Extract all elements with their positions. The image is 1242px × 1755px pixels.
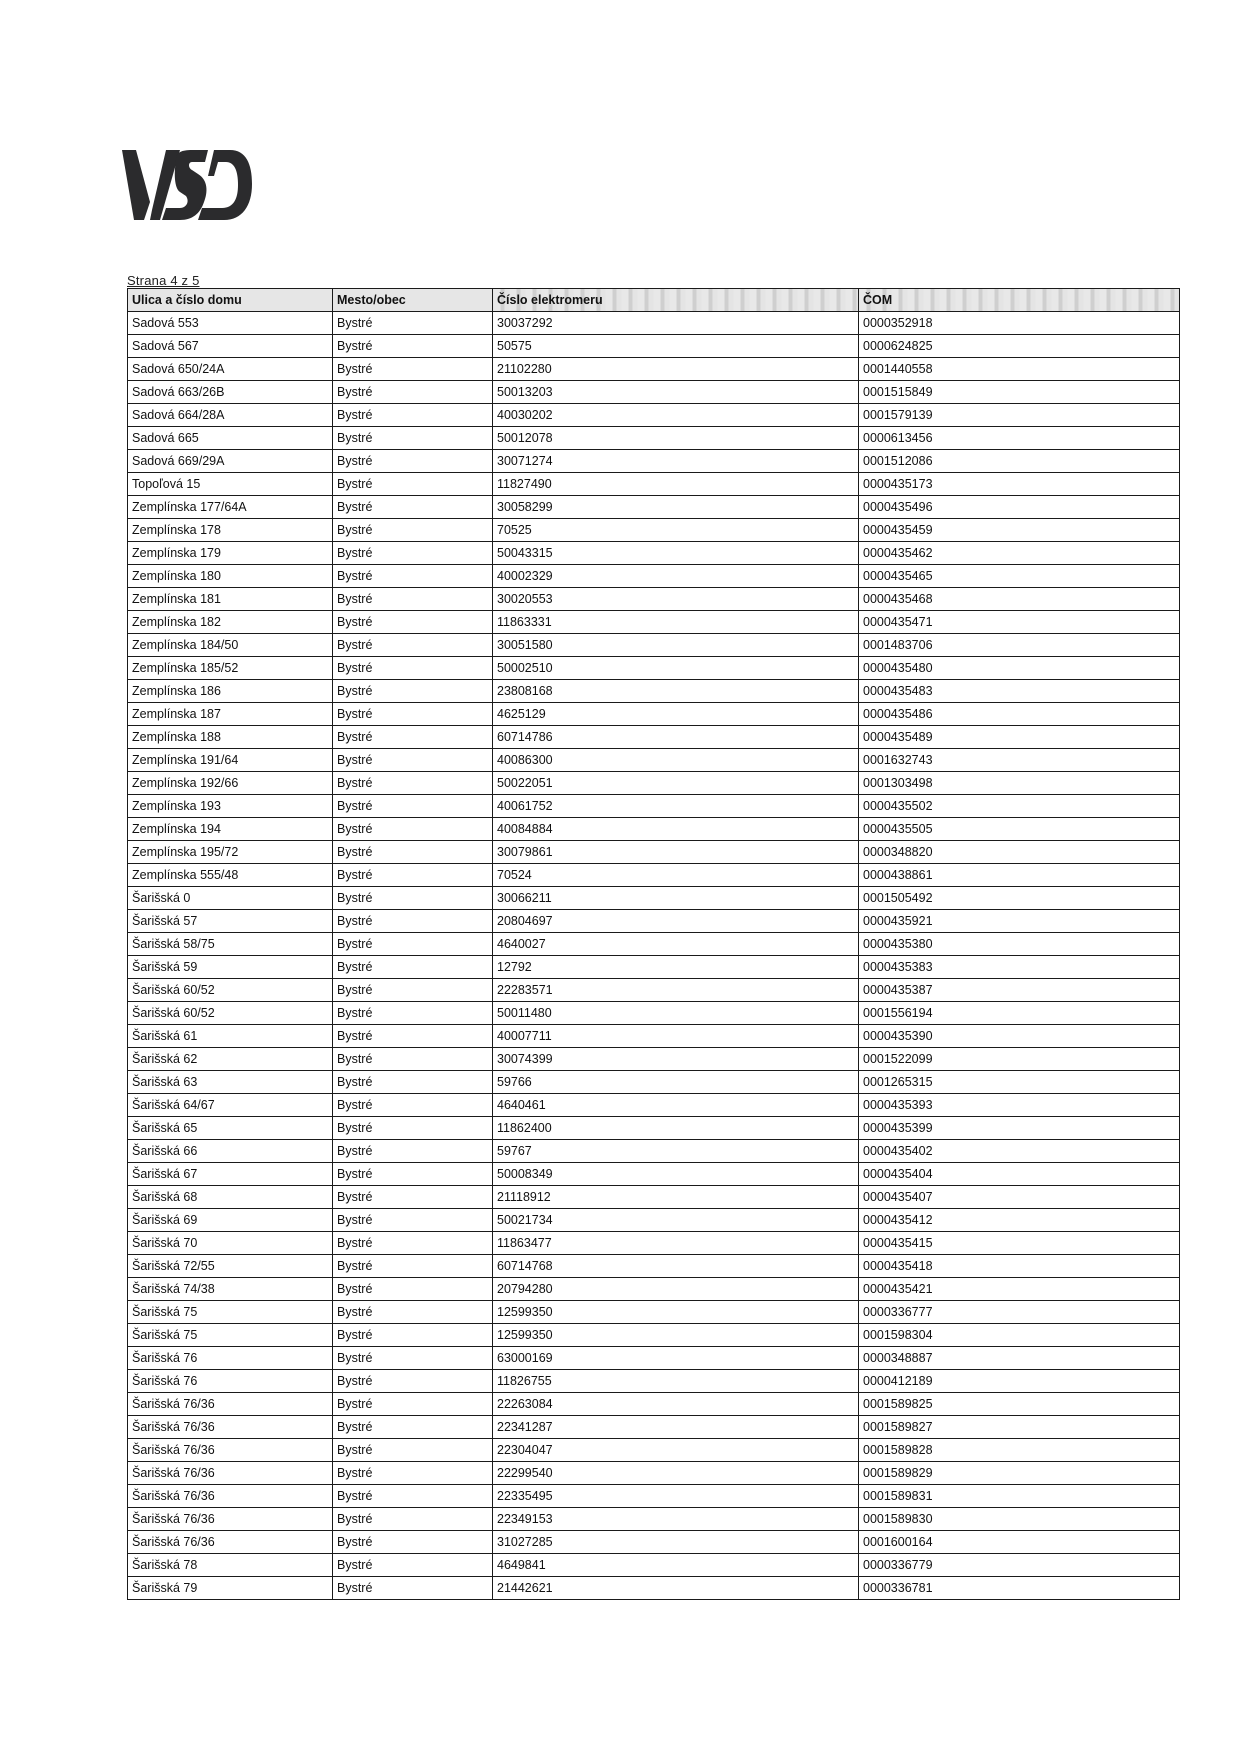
- cell-meter-number: 11826755: [493, 1370, 859, 1393]
- cell-street: Zemplínska 192/66: [128, 772, 333, 795]
- cell-city: Bystré: [333, 1025, 493, 1048]
- table-header-row: [128, 289, 1180, 312]
- cell-street: Zemplínska 184/50: [128, 634, 333, 657]
- cell-city: Bystré: [333, 887, 493, 910]
- cell-city: Bystré: [333, 657, 493, 680]
- cell-city: Bystré: [333, 956, 493, 979]
- cell-city: Bystré: [333, 864, 493, 887]
- cell-com: 0001303498: [859, 772, 1180, 795]
- table-row: [128, 496, 1180, 519]
- cell-com: 0000412189: [859, 1370, 1180, 1393]
- table-row: [128, 1117, 1180, 1140]
- table-row: [128, 1577, 1180, 1600]
- cell-com: 0000435421: [859, 1278, 1180, 1301]
- cell-street: Šarišská 76: [128, 1347, 333, 1370]
- cell-meter-number: 40002329: [493, 565, 859, 588]
- cell-meter-number: 30051580: [493, 634, 859, 657]
- cell-city: Bystré: [333, 427, 493, 450]
- table-row: [128, 1186, 1180, 1209]
- cell-street: Sadová 553: [128, 312, 333, 335]
- cell-meter-number: 11827490: [493, 473, 859, 496]
- cell-com: 0000435483: [859, 680, 1180, 703]
- cell-com: 0001512086: [859, 450, 1180, 473]
- table-row: [128, 1324, 1180, 1347]
- cell-com: 0001600164: [859, 1531, 1180, 1554]
- table-row: [128, 1554, 1180, 1577]
- table-row: [128, 910, 1180, 933]
- cell-street: Šarišská 62: [128, 1048, 333, 1071]
- cell-city: Bystré: [333, 1416, 493, 1439]
- table-row: [128, 1002, 1180, 1025]
- cell-city: Bystré: [333, 1002, 493, 1025]
- cell-street: Zemplínska 555/48: [128, 864, 333, 887]
- cell-city: Bystré: [333, 565, 493, 588]
- cell-street: Šarišská 63: [128, 1071, 333, 1094]
- cell-street: Sadová 664/28A: [128, 404, 333, 427]
- cell-meter-number: 30071274: [493, 450, 859, 473]
- cell-city: Bystré: [333, 726, 493, 749]
- cell-city: Bystré: [333, 1255, 493, 1278]
- cell-meter-number: 50013203: [493, 381, 859, 404]
- table-row: [128, 933, 1180, 956]
- cell-com: 0000435921: [859, 910, 1180, 933]
- table-row: [128, 841, 1180, 864]
- table-row: [128, 634, 1180, 657]
- cell-city: Bystré: [333, 680, 493, 703]
- cell-street: Sadová 665: [128, 427, 333, 450]
- cell-city: Bystré: [333, 404, 493, 427]
- cell-com: 0000435468: [859, 588, 1180, 611]
- column-header-city: Mesto/obec: [333, 289, 493, 312]
- cell-com: 0000352918: [859, 312, 1180, 335]
- table-row: [128, 1025, 1180, 1048]
- table-row: [128, 818, 1180, 841]
- cell-city: Bystré: [333, 1048, 493, 1071]
- table-row: [128, 565, 1180, 588]
- cell-meter-number: 63000169: [493, 1347, 859, 1370]
- cell-com: 0001579139: [859, 404, 1180, 427]
- cell-meter-number: 12599350: [493, 1301, 859, 1324]
- cell-street: Šarišská 69: [128, 1209, 333, 1232]
- cell-meter-number: 40061752: [493, 795, 859, 818]
- cell-street: Šarišská 66: [128, 1140, 333, 1163]
- cell-street: Šarišská 64/67: [128, 1094, 333, 1117]
- table-row: [128, 887, 1180, 910]
- cell-meter-number: 4640461: [493, 1094, 859, 1117]
- cell-com: 0001522099: [859, 1048, 1180, 1071]
- cell-meter-number: 11863331: [493, 611, 859, 634]
- cell-street: Šarišská 76/36: [128, 1508, 333, 1531]
- cell-com: 0000435173: [859, 473, 1180, 496]
- cell-com: 0000435418: [859, 1255, 1180, 1278]
- cell-com: 0000435505: [859, 818, 1180, 841]
- table-row: [128, 1163, 1180, 1186]
- table-row: [128, 1255, 1180, 1278]
- cell-meter-number: 50021734: [493, 1209, 859, 1232]
- cell-com: 0001556194: [859, 1002, 1180, 1025]
- table-row: [128, 1347, 1180, 1370]
- cell-street: Šarišská 76/36: [128, 1462, 333, 1485]
- cell-street: Šarišská 59: [128, 956, 333, 979]
- table-row: [128, 1531, 1180, 1554]
- cell-city: Bystré: [333, 381, 493, 404]
- cell-city: Bystré: [333, 979, 493, 1002]
- cell-city: Bystré: [333, 335, 493, 358]
- cell-com: 0001589825: [859, 1393, 1180, 1416]
- cell-street: Zemplínska 195/72: [128, 841, 333, 864]
- cell-com: 0000435402: [859, 1140, 1180, 1163]
- cell-street: Zemplínska 193: [128, 795, 333, 818]
- cell-street: Šarišská 61: [128, 1025, 333, 1048]
- cell-meter-number: 30066211: [493, 887, 859, 910]
- cell-city: Bystré: [333, 933, 493, 956]
- cell-city: Bystré: [333, 1531, 493, 1554]
- cell-meter-number: 30074399: [493, 1048, 859, 1071]
- cell-street: Zemplínska 187: [128, 703, 333, 726]
- cell-meter-number: 40086300: [493, 749, 859, 772]
- table-row: [128, 611, 1180, 634]
- table-row: [128, 703, 1180, 726]
- cell-meter-number: 21102280: [493, 358, 859, 381]
- cell-street: Zemplínska 191/64: [128, 749, 333, 772]
- table-row: [128, 1508, 1180, 1531]
- cell-street: Zemplínska 186: [128, 680, 333, 703]
- cell-meter-number: 11862400: [493, 1117, 859, 1140]
- cell-meter-number: 30037292: [493, 312, 859, 335]
- table-row: [128, 956, 1180, 979]
- cell-street: Šarišská 67: [128, 1163, 333, 1186]
- table-row: [128, 1370, 1180, 1393]
- cell-meter-number: 22299540: [493, 1462, 859, 1485]
- cell-com: 0000435390: [859, 1025, 1180, 1048]
- column-header-com: ČOM: [859, 289, 1180, 312]
- cell-city: Bystré: [333, 473, 493, 496]
- cell-street: Šarišská 68: [128, 1186, 333, 1209]
- cell-com: 0000435407: [859, 1186, 1180, 1209]
- cell-street: Sadová 663/26B: [128, 381, 333, 404]
- cell-meter-number: 30020553: [493, 588, 859, 611]
- cell-meter-number: 60714768: [493, 1255, 859, 1278]
- cell-street: Šarišská 76/36: [128, 1416, 333, 1439]
- cell-city: Bystré: [333, 312, 493, 335]
- cell-street: Zemplínska 179: [128, 542, 333, 565]
- cell-meter-number: 60714786: [493, 726, 859, 749]
- cell-street: Šarišská 58/75: [128, 933, 333, 956]
- cell-meter-number: 22283571: [493, 979, 859, 1002]
- table-row: [128, 450, 1180, 473]
- cell-meter-number: 11863477: [493, 1232, 859, 1255]
- cell-com: 0000435387: [859, 979, 1180, 1002]
- cell-street: Šarišská 70: [128, 1232, 333, 1255]
- table-row: [128, 404, 1180, 427]
- cell-city: Bystré: [333, 1439, 493, 1462]
- cell-city: Bystré: [333, 910, 493, 933]
- cell-city: Bystré: [333, 358, 493, 381]
- cell-city: Bystré: [333, 611, 493, 634]
- table-row: [128, 1094, 1180, 1117]
- cell-com: 0001589830: [859, 1508, 1180, 1531]
- cell-com: 0000435465: [859, 565, 1180, 588]
- cell-meter-number: 4640027: [493, 933, 859, 956]
- cell-meter-number: 59767: [493, 1140, 859, 1163]
- cell-street: Šarišská 65: [128, 1117, 333, 1140]
- cell-meter-number: 50022051: [493, 772, 859, 795]
- cell-street: Šarišská 76/36: [128, 1439, 333, 1462]
- cell-com: 0000613456: [859, 427, 1180, 450]
- cell-street: Šarišská 76/36: [128, 1393, 333, 1416]
- cell-meter-number: 59766: [493, 1071, 859, 1094]
- cell-street: Šarišská 57: [128, 910, 333, 933]
- table-row: [128, 312, 1180, 335]
- cell-com: 0000348887: [859, 1347, 1180, 1370]
- cell-street: Zemplínska 194: [128, 818, 333, 841]
- cell-com: 0000435462: [859, 542, 1180, 565]
- cell-city: Bystré: [333, 450, 493, 473]
- cell-city: Bystré: [333, 1347, 493, 1370]
- cell-com: 0001265315: [859, 1071, 1180, 1094]
- table-row: [128, 1048, 1180, 1071]
- table-row: [128, 519, 1180, 542]
- table-row: [128, 1278, 1180, 1301]
- table-row: [128, 427, 1180, 450]
- cell-street: Topoľová 15: [128, 473, 333, 496]
- cell-street: Šarišská 78: [128, 1554, 333, 1577]
- cell-city: Bystré: [333, 818, 493, 841]
- table-row: [128, 1485, 1180, 1508]
- cell-com: 0001598304: [859, 1324, 1180, 1347]
- cell-street: Zemplínska 185/52: [128, 657, 333, 680]
- cell-street: Zemplínska 182: [128, 611, 333, 634]
- table-row: [128, 657, 1180, 680]
- cell-meter-number: 4649841: [493, 1554, 859, 1577]
- cell-meter-number: 21442621: [493, 1577, 859, 1600]
- cell-com: 0000435393: [859, 1094, 1180, 1117]
- cell-com: 0000435459: [859, 519, 1180, 542]
- cell-meter-number: 50008349: [493, 1163, 859, 1186]
- cell-meter-number: 22335495: [493, 1485, 859, 1508]
- cell-com: 0000336781: [859, 1577, 1180, 1600]
- cell-street: Šarišská 60/52: [128, 1002, 333, 1025]
- cell-street: Šarišská 72/55: [128, 1255, 333, 1278]
- cell-meter-number: 50011480: [493, 1002, 859, 1025]
- cell-meter-number: 30058299: [493, 496, 859, 519]
- cell-city: Bystré: [333, 1301, 493, 1324]
- cell-city: Bystré: [333, 1209, 493, 1232]
- cell-city: Bystré: [333, 519, 493, 542]
- cell-meter-number: 22349153: [493, 1508, 859, 1531]
- data-table: [127, 288, 1180, 1600]
- cell-meter-number: 12599350: [493, 1324, 859, 1347]
- cell-street: Šarišská 79: [128, 1577, 333, 1600]
- cell-com: 0001632743: [859, 749, 1180, 772]
- cell-city: Bystré: [333, 1278, 493, 1301]
- cell-com: 0001483706: [859, 634, 1180, 657]
- cell-meter-number: 22263084: [493, 1393, 859, 1416]
- cell-street: Zemplínska 178: [128, 519, 333, 542]
- cell-city: Bystré: [333, 1163, 493, 1186]
- cell-meter-number: 50002510: [493, 657, 859, 680]
- cell-com: 0001515849: [859, 381, 1180, 404]
- cell-meter-number: 22341287: [493, 1416, 859, 1439]
- table-row: [128, 1071, 1180, 1094]
- table-row: [128, 358, 1180, 381]
- cell-meter-number: 23808168: [493, 680, 859, 703]
- cell-city: Bystré: [333, 703, 493, 726]
- table-row: [128, 1393, 1180, 1416]
- table-row: [128, 1416, 1180, 1439]
- vsd-logo: [122, 150, 252, 220]
- cell-com: 0000435471: [859, 611, 1180, 634]
- cell-street: Zemplínska 188: [128, 726, 333, 749]
- cell-city: Bystré: [333, 1508, 493, 1531]
- cell-com: 0000435486: [859, 703, 1180, 726]
- cell-street: Sadová 669/29A: [128, 450, 333, 473]
- table-row: [128, 680, 1180, 703]
- cell-com: 0000435380: [859, 933, 1180, 956]
- cell-com: 0000435480: [859, 657, 1180, 680]
- table-row: [128, 795, 1180, 818]
- cell-street: Šarišská 75: [128, 1324, 333, 1347]
- cell-com: 0000348820: [859, 841, 1180, 864]
- cell-street: Šarišská 75: [128, 1301, 333, 1324]
- cell-meter-number: 40007711: [493, 1025, 859, 1048]
- cell-street: Šarišská 76/36: [128, 1531, 333, 1554]
- cell-city: Bystré: [333, 1117, 493, 1140]
- cell-city: Bystré: [333, 1071, 493, 1094]
- cell-city: Bystré: [333, 772, 493, 795]
- cell-city: Bystré: [333, 1232, 493, 1255]
- cell-com: 0001589831: [859, 1485, 1180, 1508]
- cell-com: 0000336777: [859, 1301, 1180, 1324]
- table-row: [128, 335, 1180, 358]
- cell-city: Bystré: [333, 1370, 493, 1393]
- cell-meter-number: 20804697: [493, 910, 859, 933]
- cell-meter-number: 50012078: [493, 427, 859, 450]
- cell-city: Bystré: [333, 542, 493, 565]
- cell-meter-number: 22304047: [493, 1439, 859, 1462]
- cell-city: Bystré: [333, 1186, 493, 1209]
- cell-street: Zemplínska 180: [128, 565, 333, 588]
- cell-com: 0000438861: [859, 864, 1180, 887]
- table-row: [128, 772, 1180, 795]
- cell-city: Bystré: [333, 1485, 493, 1508]
- cell-city: Bystré: [333, 1324, 493, 1347]
- cell-com: 0000624825: [859, 335, 1180, 358]
- cell-meter-number: 50043315: [493, 542, 859, 565]
- table-row: [128, 1301, 1180, 1324]
- table-row: [128, 864, 1180, 887]
- table-row: [128, 542, 1180, 565]
- column-header-meter-number: Číslo elektromeru: [493, 289, 859, 312]
- cell-city: Bystré: [333, 1094, 493, 1117]
- cell-city: Bystré: [333, 1554, 493, 1577]
- cell-com: 0000435415: [859, 1232, 1180, 1255]
- cell-meter-number: 50575: [493, 335, 859, 358]
- cell-city: Bystré: [333, 1140, 493, 1163]
- table-row: [128, 381, 1180, 404]
- cell-street: Šarišská 74/38: [128, 1278, 333, 1301]
- table-row: [128, 473, 1180, 496]
- cell-com: 0001505492: [859, 887, 1180, 910]
- cell-com: 0001440558: [859, 358, 1180, 381]
- cell-meter-number: 20794280: [493, 1278, 859, 1301]
- cell-com: 0001589829: [859, 1462, 1180, 1485]
- table-row: [128, 749, 1180, 772]
- cell-com: 0001589827: [859, 1416, 1180, 1439]
- cell-street: Zemplínska 181: [128, 588, 333, 611]
- cell-meter-number: 70524: [493, 864, 859, 887]
- table-row: [128, 726, 1180, 749]
- cell-meter-number: 40084884: [493, 818, 859, 841]
- cell-street: Šarišská 60/52: [128, 979, 333, 1002]
- cell-street: Šarišská 0: [128, 887, 333, 910]
- cell-city: Bystré: [333, 795, 493, 818]
- cell-city: Bystré: [333, 496, 493, 519]
- cell-street: Šarišská 76/36: [128, 1485, 333, 1508]
- cell-city: Bystré: [333, 634, 493, 657]
- cell-com: 0000435404: [859, 1163, 1180, 1186]
- cell-com: 0000435383: [859, 956, 1180, 979]
- cell-meter-number: 31027285: [493, 1531, 859, 1554]
- cell-city: Bystré: [333, 1393, 493, 1416]
- cell-city: Bystré: [333, 841, 493, 864]
- table-row: [128, 1232, 1180, 1255]
- cell-com: 0001589828: [859, 1439, 1180, 1462]
- cell-meter-number: 21118912: [493, 1186, 859, 1209]
- cell-street: Sadová 650/24A: [128, 358, 333, 381]
- cell-city: Bystré: [333, 588, 493, 611]
- cell-com: 0000435399: [859, 1117, 1180, 1140]
- table-row: [128, 1439, 1180, 1462]
- cell-street: Sadová 567: [128, 335, 333, 358]
- cell-meter-number: 4625129: [493, 703, 859, 726]
- cell-meter-number: 40030202: [493, 404, 859, 427]
- cell-com: 0000435502: [859, 795, 1180, 818]
- cell-com: 0000435489: [859, 726, 1180, 749]
- cell-city: Bystré: [333, 749, 493, 772]
- cell-com: 0000336779: [859, 1554, 1180, 1577]
- cell-city: Bystré: [333, 1577, 493, 1600]
- column-header-street: Ulica a číslo domu: [128, 289, 333, 312]
- page-label: Strana 4 z 5: [127, 273, 200, 288]
- cell-com: 0000435496: [859, 496, 1180, 519]
- cell-meter-number: 12792: [493, 956, 859, 979]
- cell-city: Bystré: [333, 1462, 493, 1485]
- table-row: [128, 1209, 1180, 1232]
- table-row: [128, 979, 1180, 1002]
- cell-meter-number: 30079861: [493, 841, 859, 864]
- table-row: [128, 1462, 1180, 1485]
- cell-meter-number: 70525: [493, 519, 859, 542]
- table-row: [128, 1140, 1180, 1163]
- cell-street: Šarišská 76: [128, 1370, 333, 1393]
- cell-com: 0000435412: [859, 1209, 1180, 1232]
- cell-street: Zemplínska 177/64A: [128, 496, 333, 519]
- table-row: [128, 588, 1180, 611]
